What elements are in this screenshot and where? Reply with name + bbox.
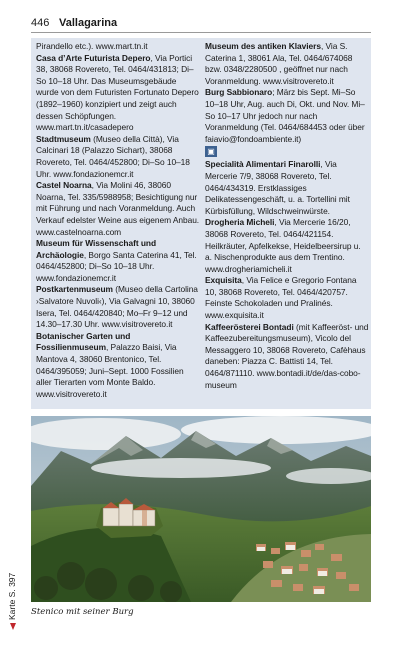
running-head: Vallagarina <box>59 17 118 29</box>
entry-mart: Pirandello etc.). www.mart.tn.it <box>36 41 148 51</box>
entry-stadtmuseum: Stadtmuseum (Museo della Città), Via Calcinari 18 (Palazzo Sichart), 38068 Rovereto, Tel. 0464/452800; Di–So 10–18 Uhr. www.fondazionemcr.it <box>36 133 190 179</box>
entry-bontadi: Kaffeerösterei Bontadi (mit Kaffeeröst- und Kaffeezubereitungsmuseum), Vicolo del Messaggero 10, 38068 Rovereto, Cafèhaus daneben: Piazza C. Battisti 14, Tel. 0464/871110. www.bontadi.it/de/das-cobo-museum <box>205 321 369 390</box>
info-box <box>31 38 371 409</box>
entry-botanischer-garten: Botanischer Garten und Fossilienmuseum, Palazzo Baisi, Via Mantova 4, 38060 Brentonico, Tel. 0464/395059; Juni–Sept. 1000 Fossilien aller Tierarten vom Monte Baldo. www.visitrovereto.it <box>36 330 184 399</box>
map-reference-text: Karte S. 397 <box>7 572 17 620</box>
photo-caption: Stenico mit seiner Burg <box>31 607 134 617</box>
info-column-right <box>205 41 369 391</box>
info-column-left <box>36 41 200 400</box>
entry-exquisita: Exquisita, Via Felice e Gregorio Fontana 10, 38068 Rovereto, Tel. 0464/420757. Feinste Schokoladen und Pralinés. www.exquisita.it <box>205 275 357 321</box>
entry-burg-sabbionaro: Burg Sabbionaro; März bis Sept. Mi–So 10–18 Uhr, Aug. auch Di, Okt. und Nov. Mi–So 10–17 Uhr jedoch nur nach Voranmeldung (Tel. 0464/684453 oder über faiavio@fondoambiente.it) <box>205 87 365 144</box>
entry-finarolli: Specialità Alimentari Finarolli, Via Mercerie 7/9, 38068 Rovereto, Tel. 0464/434319. Erstklassiges Delikatessengeschäft, u. a. Tortellini mit Kürbisfüllung, Wildschweinwürste. <box>205 159 350 216</box>
shopping-bag-icon: ▣ <box>205 146 217 157</box>
page-header <box>31 15 371 33</box>
landscape-photo <box>31 416 371 602</box>
entry-postkartenmuseum: Postkartenmuseum (Museo della Cartolina ›Salvatore Nuvoli‹), Via Galvagni 10, 38060 Isera, Tel. 0464/420840; Mo–Fr 9–12 und 14.30–17.30 Uhr. www.visitrovereto.it <box>36 284 198 330</box>
entry-castel-noarna: Castel Noarna, Via Molini 46, 38060 Noarna, Tel. 335/5988958; Besichtigung nur mit Führung und nach Voranmeldung. Auch Verkauf edelster Weine aus eigenem Anbau. www.castelnoarna.com <box>36 180 200 237</box>
page-number: 446 <box>31 17 50 29</box>
arrow-down-icon <box>10 623 16 630</box>
entry-klavier-museum: Museum des antiken Klaviers, Via S. Caterina 1, 38061 Ala, Tel. 0464/674068 bzw. 0348/2280500 , geöffnet nur nach Voranmeldung. www.visitrovereto.it <box>205 41 353 86</box>
entry-casa-depero: Casa d’Arte Futurista Depero, Via Portici 38, 38068 Rovereto, Tel. 0464/431813; Di–So 10–18 Uhr. Das Museumsgebäude wurde von dem Futuristen Fortunato Depero (1892–1960) konzipiert und zeigt auch dessen Schöpfungen. www.mart.tn.it/casadepero <box>36 52 199 133</box>
entry-drogheria-micheli: Drogheria Micheli, Via Mercerie 16/20, 38068 Rovereto, Tel. 0464/421154. Heilkräuter, Apfelkekse, Heidelbeersirup u. a. Nischenprodukte aus dem Trentino. www.drogheriamicheli.it <box>205 217 361 274</box>
entry-museum-wissenschaft: Museum für Wissenschaft und Archäologie, Borgo Santa Caterina 41, Tel. 0464/452800; Di–So 10–18 Uhr. www.fondazionemcr.it <box>36 238 197 283</box>
map-reference <box>6 560 20 634</box>
